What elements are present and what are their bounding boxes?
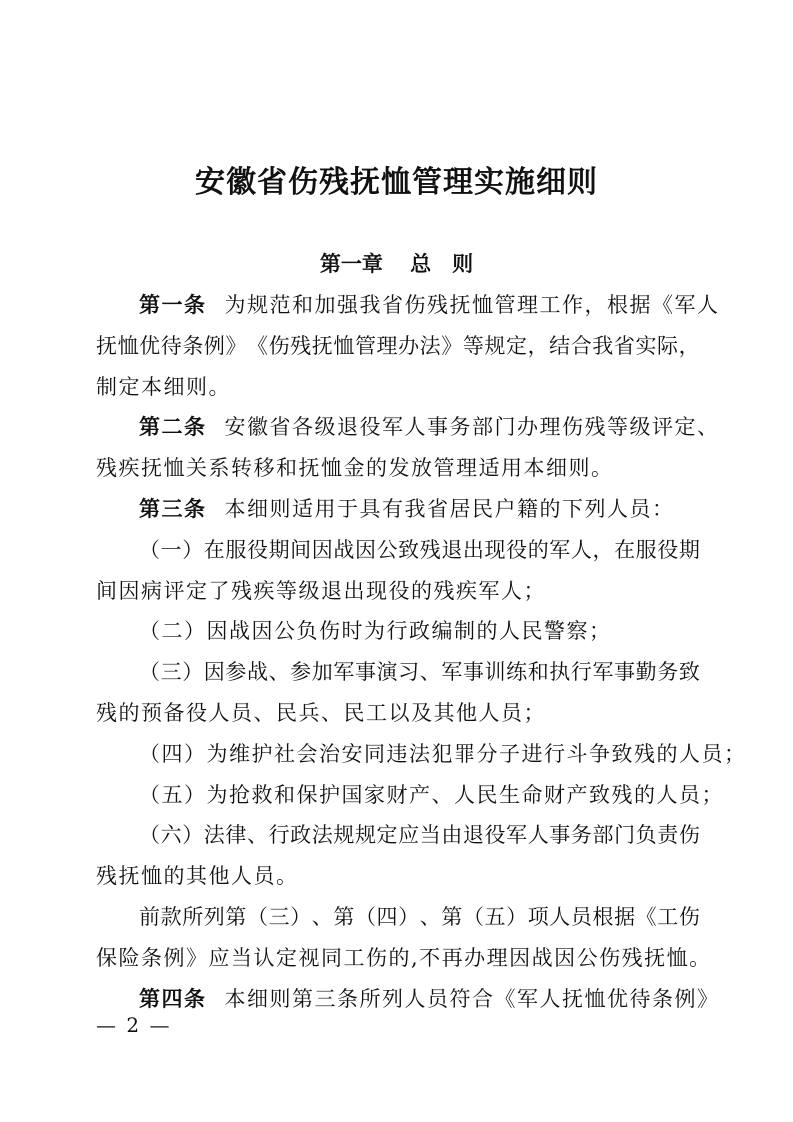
line-text: 本细则适用于具有我省居民户籍的下列人员： <box>224 497 675 521</box>
text-line <box>139 778 724 812</box>
line-text: 前 款 所 列 第 （ 三 ） 、 第 （ 四 ） 、 第 （ 五 ） 项 人 员 根 据 《 工 伤 <box>139 905 700 929</box>
text-line <box>96 329 700 363</box>
chapter-name: 总 则 <box>410 251 474 276</box>
text-line <box>96 451 700 485</box>
article-line <box>139 492 700 526</box>
line-text: 为规范和加强我省伤残抚恤管理工作，根据《军人 <box>224 293 720 317</box>
line-text: 制定本细则。 <box>96 374 231 399</box>
line-text: 残疾抚恤关系转移和抚恤金的发放管理适用本细则。 <box>96 456 614 481</box>
line-text: （五）为抢救和保护国家财产、人民生命财产致残的人员； <box>139 782 724 807</box>
article-line <box>139 982 720 1016</box>
article-number: 第三条 <box>139 496 207 521</box>
line-text: 残的预备役人员、民兵、民工以及其他人员； <box>96 701 546 725</box>
article-line <box>139 288 720 322</box>
chapter-number: 第一章 <box>319 251 383 276</box>
line-text: （ 六 ） 法 律 、 行 政 法 规 规 定 应 当 由 退 役 军 人 事 务 部 门 负 责 伤 <box>139 823 700 848</box>
document-title: 安徽省伤残抚恤管理实施细则 <box>195 165 598 200</box>
line-text: （四）为维护社会治安同违法犯罪分子进行斗争致残的人员； <box>139 741 747 766</box>
page-number: — 2 — <box>96 1013 172 1037</box>
line-text: （二）因战因公负伤时为行政编制的人民警察； <box>139 619 612 644</box>
article-number: 第二条 <box>139 414 207 440</box>
text-line <box>139 818 700 852</box>
line-text: 残抚恤的其他人员。 <box>96 864 299 889</box>
text-line <box>139 900 700 934</box>
line-text: 间因病评定了残疾等级退出现役的残疾军人； <box>96 578 546 603</box>
text-line <box>139 533 700 567</box>
article-number: 第四条 <box>139 985 207 1011</box>
line-text: 保险条例》应当认定视同工伤的,不再办理因战因公伤残抚恤。 <box>96 945 712 970</box>
text-line <box>96 370 700 404</box>
article-number: 第一条 <box>139 292 207 317</box>
text-line <box>139 614 700 648</box>
line-text: （ 一 ） 在 服 役 期 间 因 战 因 公 致 残 退 出 现 役 的 军 人 ， 在 服 役 期 <box>139 537 700 562</box>
text-line <box>139 737 747 771</box>
text-line <box>139 655 700 689</box>
chapter-heading <box>0 247 793 281</box>
line-text: 本细则第三条所列人员符合《军人抚恤优待条例》 <box>224 986 720 1011</box>
line-text: 抚 恤 优 待 条 例 》 《 伤 残 抚 恤 管 理 办 法 》 等 规 定 ， 结 合 我 省 实 际 ， <box>96 333 700 358</box>
line-text: （ 三 ） 因 参 战 、 参 加 军 事 演 习 、 军 事 训 练 和 执 行 军 事 勤 务 致 <box>139 660 700 685</box>
text-line <box>96 859 700 893</box>
text-line <box>96 941 712 975</box>
text-line <box>96 574 700 608</box>
line-text: 安徽省各级退役军人事务部门办理伤残等级评定、 <box>224 415 720 440</box>
article-line <box>139 410 720 444</box>
text-line <box>96 696 700 730</box>
